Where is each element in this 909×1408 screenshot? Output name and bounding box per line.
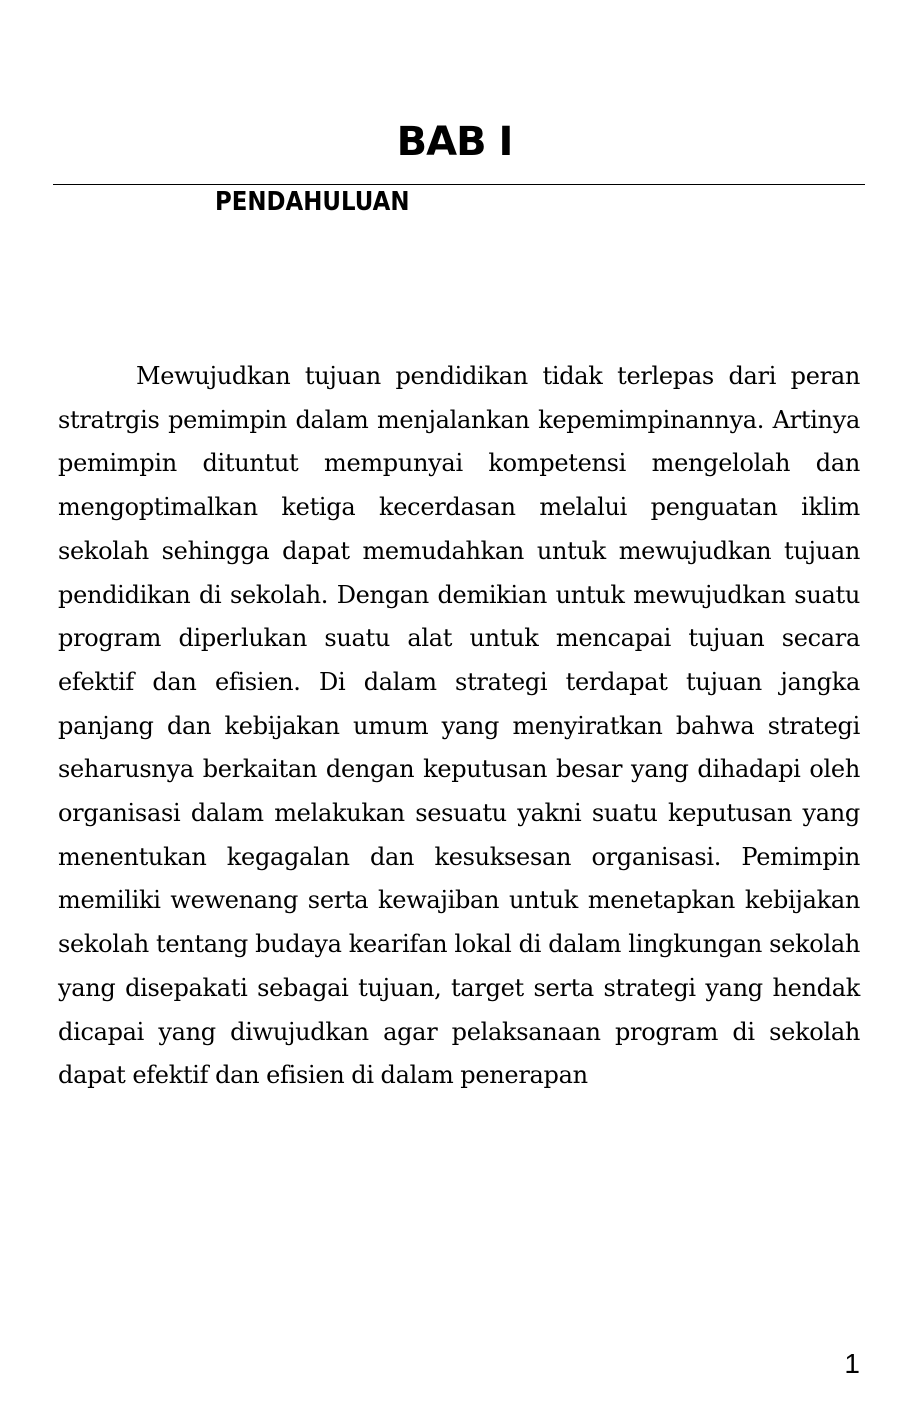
- chapter-subtitle: PENDAHULUAN: [215, 187, 410, 217]
- title-divider: [53, 184, 865, 185]
- body-paragraph: Mewujudkan tujuan pendidikan tidak terlepas dari peran stratrgis pemimpin dalam menjalankan kepemimpinannya. Artinya pemimpin dituntut mempunyai kompetensi mengelolah dan mengoptimalkan ketiga kecerdasan melalui penguatan iklim sekolah sehingga dapat memudahkan untuk mewujudkan tujuan pendidikan di sekolah. Dengan demikian untuk mewujudkan suatu program diperlukan suatu alat untuk mencapai tujuan secara efektif dan efisien. Di dalam strategi terdapat tujuan jangka panjang dan kebijakan umum yang menyiratkan bahwa strategi seharusnya berkaitan dengan keputusan besar yang dihadapi oleh organisasi dalam melakukan sesuatu yakni suatu keputusan yang menentukan kegagalan dan kesuksesan organisasi. Pemimpin memiliki wewenang serta kewajiban untuk menetapkan kebijakan sekolah tentang budaya kearifan lokal di dalam lingkungan sekolah yang disepakati sebagai tujuan, target serta strategi yang hendak dicapai yang diwujudkan agar pelaksanaan program di sekolah dapat efektif dan efisien di dalam penerapan: [58, 362, 860, 1090]
- page-number: 1: [844, 1348, 860, 1379]
- chapter-title: BAB I: [396, 119, 513, 165]
